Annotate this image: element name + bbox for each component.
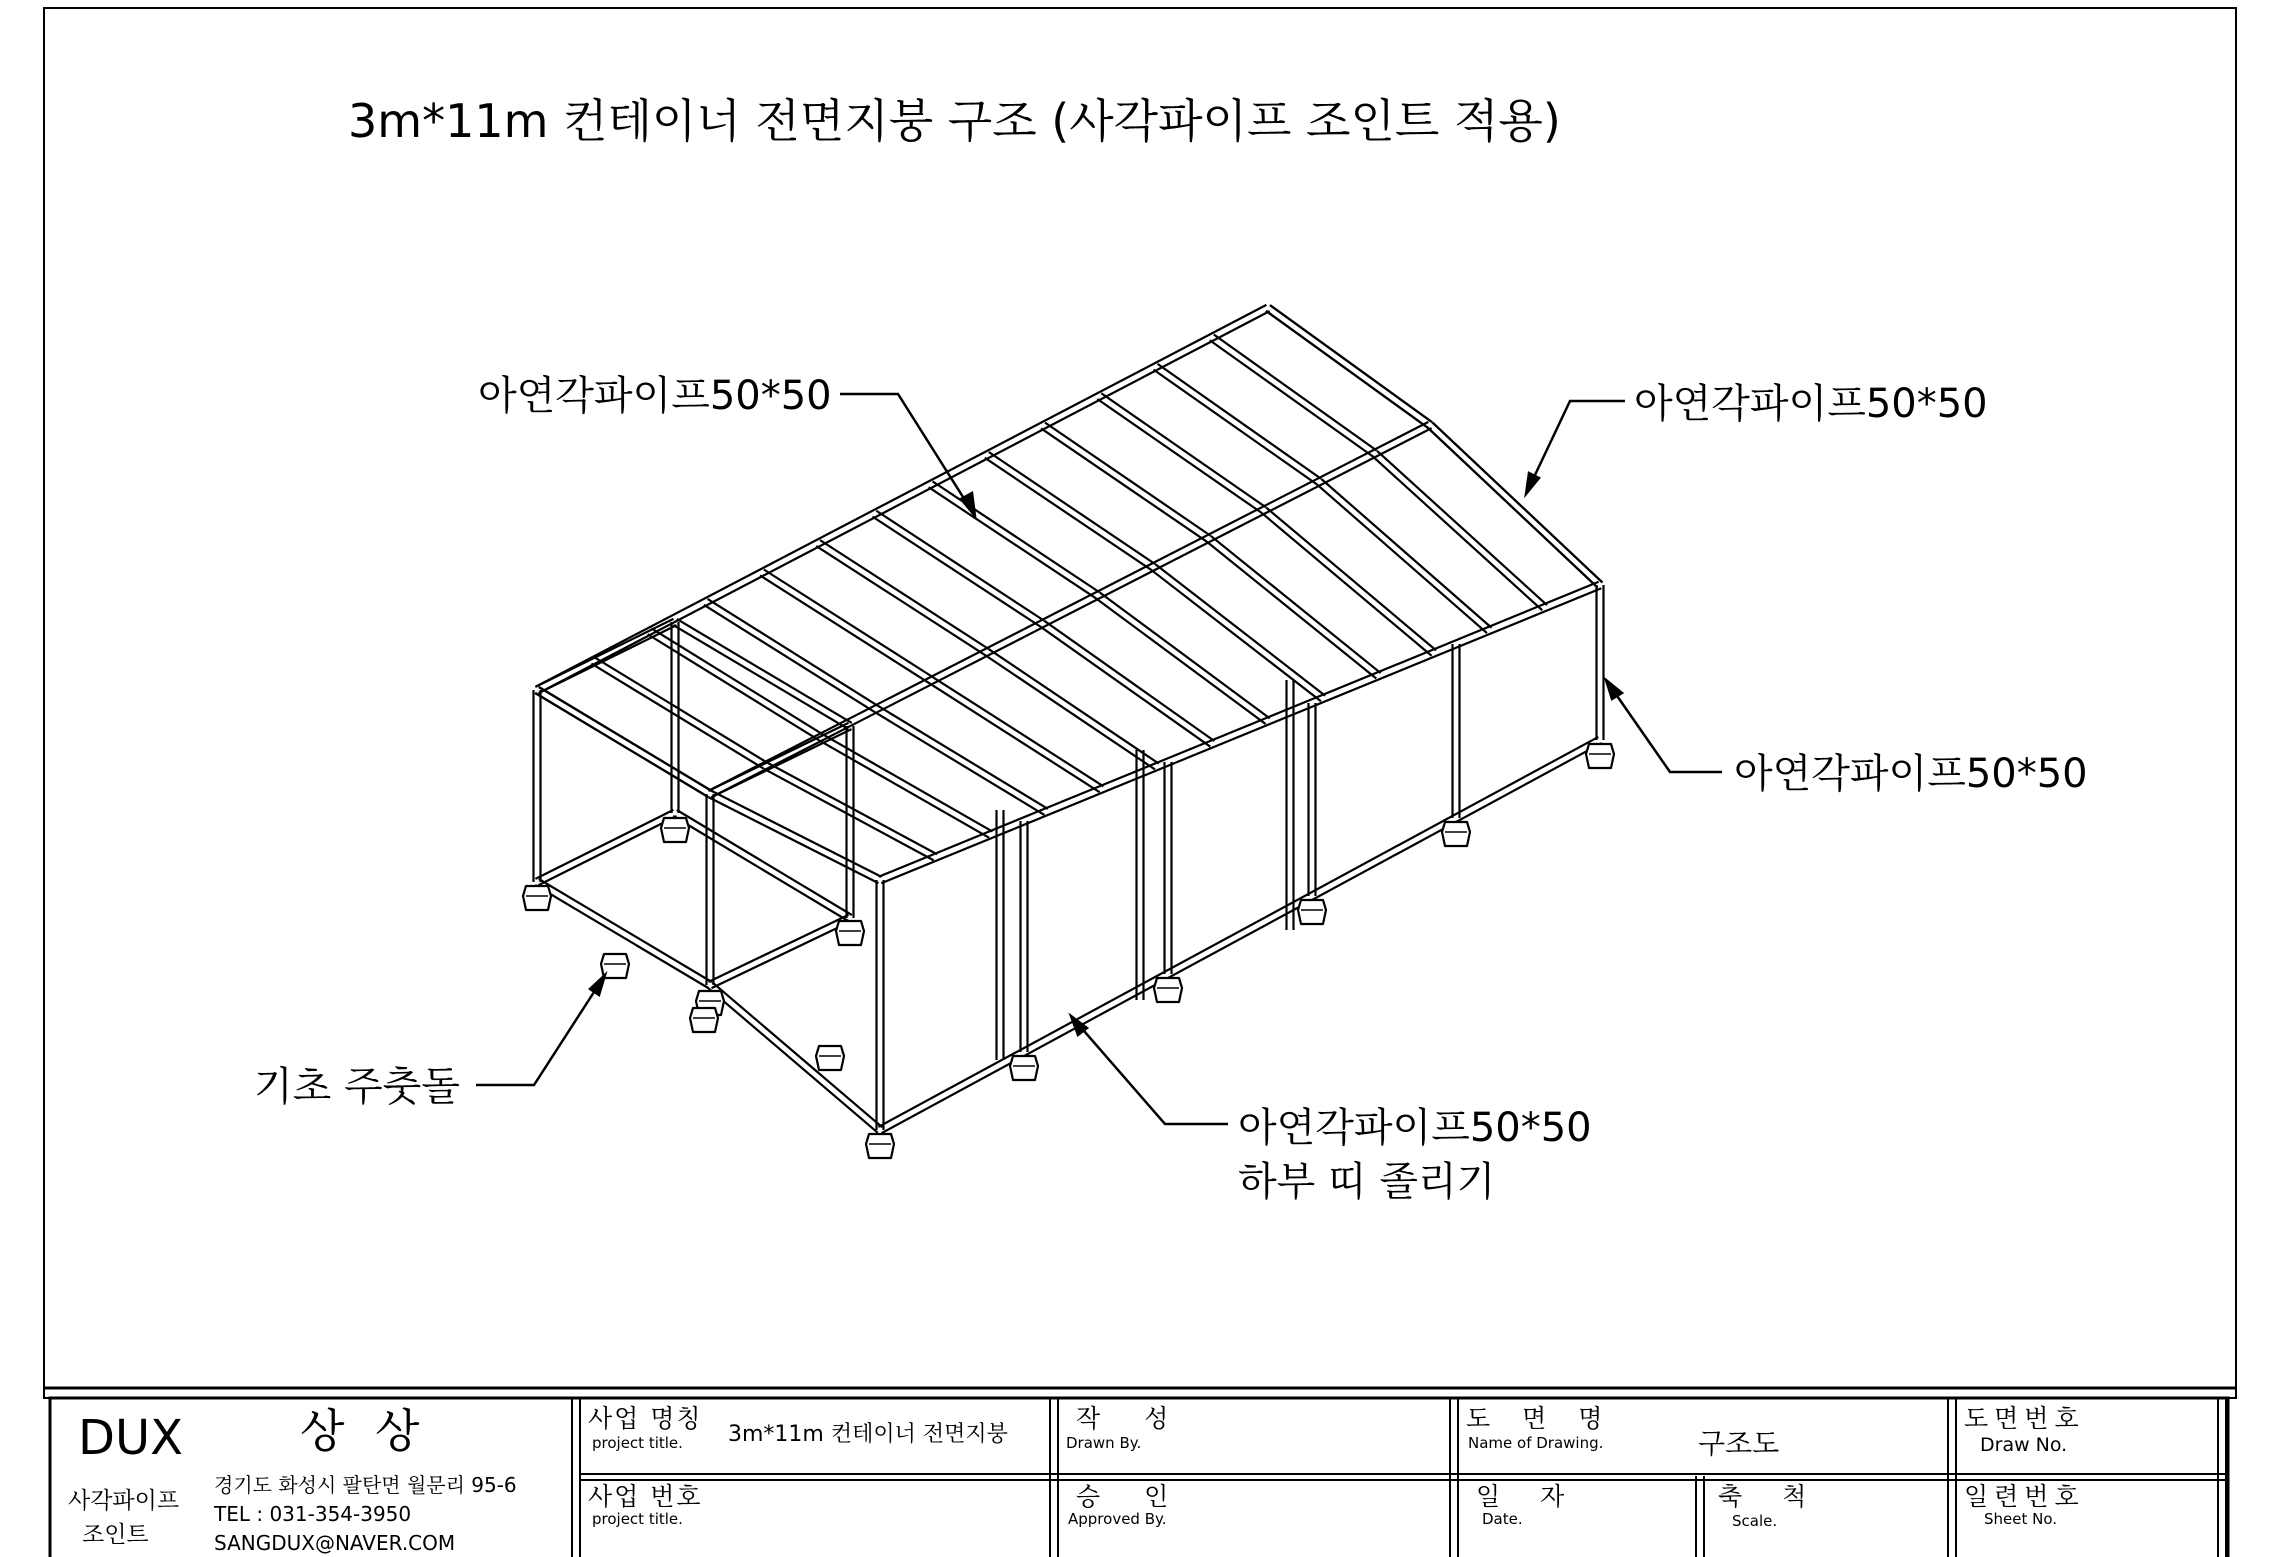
leader-roof-right [1526,401,1625,494]
leader-foundation [476,975,605,1085]
roof-purlin-pipe [595,658,767,763]
container-roof-frame [523,305,1614,1158]
company-address: 경기도 화성시 팔탄면 월문리 95-6 [214,1473,517,1497]
bottom-tie-pipe [712,982,882,1127]
roof-purlin-pipe [989,452,1155,564]
foundation-stone [1298,900,1326,924]
roof-purlin-pipe [1154,370,1318,485]
roof-purlin-pipe [760,575,930,683]
foundation-stone [1586,744,1614,768]
roof-purlin-pipe [1101,393,1266,507]
foundation-stone [866,1134,894,1158]
approved-by-sub: Approved By. [1068,1510,1167,1528]
roof-purlin-pipe [876,511,1044,621]
bottom-tie-pipe [878,737,1598,1127]
roof-purlin-pipe [1151,570,1321,702]
roof-purlin-pipe [1266,507,1436,650]
callout-foundation: 기초 주춧돌 [254,1064,460,1110]
drawing-name-label: 도 면 명 [1466,1404,1615,1433]
roof-purlin-pipe [1040,627,1210,747]
roof-purlin-pipe [874,712,1044,815]
bottom-tie-pipe [708,988,878,1133]
drawn-by-sub: Drawn By. [1066,1434,1142,1452]
roof-purlin-pipe [764,570,934,678]
roof-purlin-pipe [1097,399,1262,513]
roof-front-eave-pipe [881,588,1601,883]
drawing-frame [44,8,2236,1398]
roof-purlin-pipe [819,740,989,837]
roof-purlin-pipe [1158,364,1322,479]
left-frame-pipe [673,816,848,921]
project-name-value: 3m*11m 컨테이너 전면지붕 [728,1422,1008,1447]
scale-label: 축 척 [1718,1482,1823,1511]
foundation-stone [1010,1056,1038,1080]
roof-purlin-pipe [985,655,1155,769]
roof-purlin-pipe [1214,335,1377,451]
project-name-label: 사업 명칭 [588,1404,703,1433]
roof-purlin-pipe [930,683,1100,792]
roof-purlin-pipe [820,540,989,649]
project-no-label: 사업 번호 [588,1482,703,1511]
scale-sub: Scale. [1732,1512,1778,1530]
company-name: 상 상 [300,1404,428,1458]
drawn-by-label: 작 성 [1076,1404,1187,1433]
roof-purlin-pipe [823,734,993,831]
roof-purlin-pipe [535,693,708,797]
roof-purlin-pipe [1100,592,1270,718]
roof-purlin-pipe [933,678,1103,787]
roof-purlin-pipe [878,706,1048,809]
date-sub: Date. [1482,1510,1523,1528]
left-frame-pipe [712,921,852,988]
roof-purlin-pipe [985,458,1151,570]
sheet-no-sub: Sheet No. [1984,1510,2058,1528]
arrow-roof-right [1526,473,1539,494]
date-label: 일 자 [1476,1482,1581,1511]
sheet-no-label: 일련번호 [1964,1482,2085,1511]
drawing-name-sub: Name of Drawing. [1468,1434,1604,1452]
roof-purlin-pipe [1270,305,1432,422]
roof-purlin-pipe [1041,428,1206,541]
roof-purlin-pipe [1377,451,1547,605]
roof-purlin-pipe [1428,428,1598,588]
callout-roof-pipe-left: 아연각파이프50*50 [478,373,832,419]
leader-bottom [1071,1016,1228,1124]
company-sub-line2: 조인트 [82,1522,149,1548]
roof-purlin-pipe [651,628,822,734]
leader-roof-left [840,394,975,516]
arrow-foundation [590,975,605,995]
roof-purlin-pipe [1045,423,1210,536]
project-no-sub: project title. [592,1510,683,1528]
foundation-stone [523,886,551,910]
foundation-stone [1154,978,1182,1002]
bottom-tie-pipe [882,743,1602,1133]
roof-purlin-pipe [1372,456,1542,610]
left-frame-pipe [708,915,848,982]
roof-purlin-pipe [712,791,882,877]
foundation-stone [661,818,689,842]
roof-purlin-pipe [816,546,985,655]
draw-no-sub: Draw No. [1980,1434,2068,1456]
roof-purlin-pipe [1211,536,1381,673]
roof-purlin-pipe [989,649,1159,763]
roof-back-eave-pipe [535,305,1266,687]
roof-purlin-pipe [1155,564,1325,696]
foundation-stone [816,1046,844,1070]
roof-purlin-pipe [1262,513,1432,656]
callout-roof-pipe-right: 아연각파이프50*50 [1634,381,1988,427]
foundation-stone [836,921,864,945]
foundation-stone [1442,822,1470,846]
company-brand: DUX [78,1410,183,1466]
leader-side-right [1606,680,1722,772]
callout-bottom-pipe: 아연각파이프50*50 [1238,1105,1592,1151]
foundation-stone [690,1008,718,1032]
roof-purlin-pipe [1044,621,1214,741]
roof-purlin-pipe [1206,541,1376,678]
company-tel: TEL : 031-354-3950 [214,1502,412,1526]
roof-purlin-pipe [933,481,1100,592]
arrow-side-right [1606,680,1622,699]
company-sub-line1: 사각파이프 [68,1488,180,1514]
callout-bottom-pipe-note: 하부 띠 졸리기 [1238,1159,1496,1205]
roof-purlin-pipe [1432,422,1602,582]
roof-purlin-pipe [1322,479,1492,628]
callout-side-pipe-right: 아연각파이프50*50 [1734,751,2088,797]
left-frame-pipe [535,810,673,879]
project-name-sub: project title. [592,1434,683,1452]
drawing-name-value: 구조도 [1698,1427,1780,1460]
approved-by-label: 승 인 [1076,1482,1187,1511]
drawing-title: 3m*11m 컨테이너 전면지붕 구조 (사각파이프 조인트 적용) [348,94,1561,148]
roof-purlin-pipe [1210,340,1373,456]
draw-no-label: 도면번호 [1964,1404,2085,1433]
left-frame-pipe [539,816,677,885]
company-email: SANGDUX@NAVER.COM [214,1531,456,1555]
roof-purlin-pipe [929,487,1096,598]
roof-purlin-pipe [872,517,1040,627]
roof-purlin-pipe [1096,598,1266,724]
roof-purlin-pipe [539,687,712,791]
roof-purlin-pipe [1266,311,1428,428]
roof-purlin-pipe [1317,484,1487,633]
